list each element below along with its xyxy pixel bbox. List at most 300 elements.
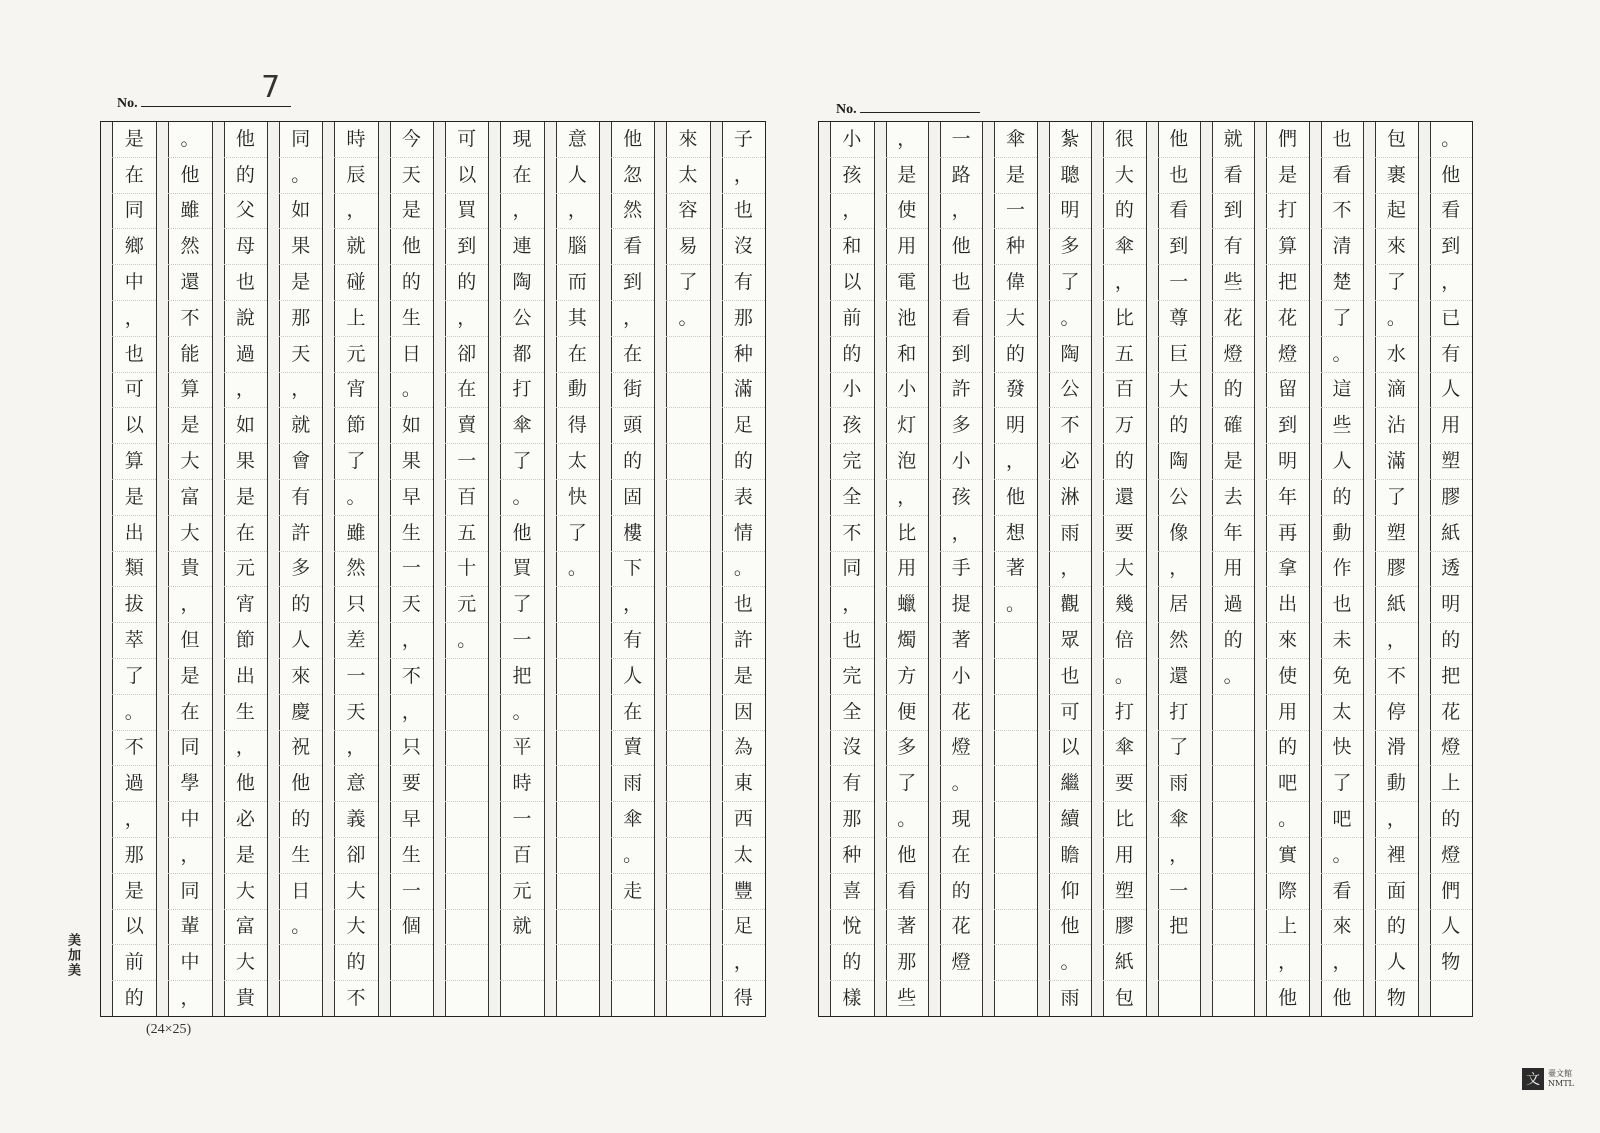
manuscript-cell: 的: [940, 874, 982, 910]
manuscript-cell: 花: [1212, 301, 1254, 337]
manuscript-cell: 淋: [1049, 480, 1091, 516]
manuscript-cell: 差: [334, 623, 377, 659]
manuscript-column: [544, 122, 599, 1016]
manuscript-cell: 公: [1158, 480, 1200, 516]
manuscript-cell: 了: [334, 444, 377, 480]
manuscript-cell: 的: [1103, 444, 1145, 480]
manuscript-cell: 滴: [1375, 373, 1417, 409]
manuscript-cell: 他: [168, 158, 211, 194]
manuscript-cell: 作: [1321, 552, 1363, 588]
manuscript-cell: 使: [886, 194, 928, 230]
manuscript-cell: [445, 910, 488, 946]
manuscript-cell: 。: [1321, 838, 1363, 874]
manuscript-cell: 動: [556, 373, 599, 409]
manuscript-cell: 前: [112, 945, 156, 981]
manuscript-cell: 在: [556, 337, 599, 373]
manuscript-cell: [666, 337, 709, 373]
manuscript-cell: 傘: [994, 122, 1036, 158]
manuscript-cell: 花: [940, 910, 982, 946]
manuscript-cell: [556, 910, 599, 946]
manuscript-cell: 多: [1049, 229, 1091, 265]
manuscript-cell: 如: [390, 408, 433, 444]
manuscript-cell: 。: [556, 552, 599, 588]
manuscript-cell: 。: [279, 910, 322, 946]
manuscript-cell: 了: [112, 659, 156, 695]
manuscript-cell: [666, 480, 709, 516]
manuscript-cell: 多: [886, 731, 928, 767]
manuscript-cell: [666, 731, 709, 767]
manuscript-cell: 必: [224, 802, 267, 838]
manuscript-cell: 看: [1212, 158, 1254, 194]
manuscript-cell: [445, 659, 488, 695]
manuscript-cell: [445, 945, 488, 981]
manuscript-cell: 宵: [334, 373, 377, 409]
manuscript-cell: 得: [556, 408, 599, 444]
manuscript-cell: 以: [830, 265, 873, 301]
manuscript-cell: 提: [940, 587, 982, 623]
manuscript-cell: 也: [940, 265, 982, 301]
manuscript-cell: 傘: [1158, 802, 1200, 838]
manuscript-cell: 留: [1266, 373, 1308, 409]
manuscript-cell: [390, 945, 433, 981]
manuscript-cell: 繼: [1049, 766, 1091, 802]
manuscript-cell: 起: [1375, 194, 1417, 230]
manuscript-cell: [1158, 981, 1200, 1016]
manuscript-cell: 學: [168, 766, 211, 802]
manuscript-cell: ，: [1158, 552, 1200, 588]
manuscript-cell: 燈: [1430, 838, 1472, 874]
manuscript-cell: 是: [112, 874, 156, 910]
manuscript-cell: 許: [722, 623, 765, 659]
manuscript-cell: [556, 766, 599, 802]
manuscript-cell: [556, 838, 599, 874]
manuscript-cell: 他: [1430, 158, 1472, 194]
manuscript-cell: 同: [830, 552, 873, 588]
manuscript-cell: ，: [168, 587, 211, 623]
manuscript-cell: 。: [1321, 337, 1363, 373]
manuscript-cell: 沒: [830, 731, 873, 767]
manuscript-cell: 碰: [334, 265, 377, 301]
manuscript-cell: 五: [445, 516, 488, 552]
manuscript-cell: 上: [1266, 910, 1308, 946]
column-text: [886, 122, 928, 1016]
manuscript-cell: 也: [1158, 158, 1200, 194]
manuscript-cell: 完: [830, 444, 873, 480]
manuscript-cell: 用: [1430, 408, 1472, 444]
manuscript-cell: 是: [886, 158, 928, 194]
column-text: [1049, 122, 1091, 1016]
manuscript-column: [1309, 122, 1363, 1016]
grid-size-note: (24×25): [146, 1022, 192, 1037]
manuscript-cell: [994, 910, 1036, 946]
manuscript-cell: 雨: [611, 766, 654, 802]
manuscript-cell: 的: [390, 265, 433, 301]
manuscript-cell: 大: [1103, 158, 1145, 194]
manuscript-cell: 看: [1321, 874, 1363, 910]
column-text: [1375, 122, 1417, 1016]
column-text: [224, 122, 267, 1016]
manuscript-cell: 全: [830, 695, 873, 731]
manuscript-cell: 免: [1321, 659, 1363, 695]
manuscript-cell: [994, 766, 1036, 802]
manuscript-cell: 只: [334, 587, 377, 623]
manuscript-cell: 輩: [168, 910, 211, 946]
manuscript-column: [101, 122, 156, 1016]
manuscript-cell: 生: [390, 516, 433, 552]
manuscript-cell: 膠: [1375, 552, 1417, 588]
manuscript-cell: 物: [1430, 945, 1472, 981]
manuscript-cell: 把: [1158, 910, 1200, 946]
manuscript-cell: 小: [886, 373, 928, 409]
manuscript-cell: 出: [112, 516, 156, 552]
manuscript-cell: 蠟: [886, 587, 928, 623]
manuscript-cell: 意: [556, 122, 599, 158]
manuscript-cell: 完: [830, 659, 873, 695]
manuscript-column: [599, 122, 654, 1016]
manuscript-cell: [994, 695, 1036, 731]
manuscript-cell: 續: [1049, 802, 1091, 838]
manuscript-column: [1254, 122, 1308, 1016]
manuscript-cell: 人: [1321, 444, 1363, 480]
manuscript-cell: 大: [334, 910, 377, 946]
manuscript-cell: 一: [390, 552, 433, 588]
manuscript-cell: 雖: [168, 194, 211, 230]
manuscript-cell: [500, 945, 543, 981]
manuscript-cell: 太: [556, 444, 599, 480]
manuscript-cell: 拿: [1266, 552, 1308, 588]
manuscript-cell: ，: [940, 516, 982, 552]
manuscript-cell: 像: [1158, 516, 1200, 552]
manuscript-cell: 腦: [556, 229, 599, 265]
manuscript-cell: 也: [722, 587, 765, 623]
archive-seal: [1522, 1064, 1580, 1094]
manuscript-cell: 池: [886, 301, 928, 337]
manuscript-cell: [1212, 766, 1254, 802]
manuscript-cell: 他: [1049, 910, 1091, 946]
manuscript-cell: 一: [334, 659, 377, 695]
manuscript-cell: 現: [500, 122, 543, 158]
manuscript-cell: 確: [1212, 408, 1254, 444]
manuscript-cell: ，: [611, 587, 654, 623]
manuscript-cell: 。: [168, 122, 211, 158]
manuscript-cell: ，: [334, 194, 377, 230]
manuscript-cell: [556, 659, 599, 695]
column-text: [1212, 122, 1254, 1016]
manuscript-cell: 太: [1321, 695, 1363, 731]
manuscript-cell: 也: [722, 194, 765, 230]
manuscript-cell: 水: [1375, 337, 1417, 373]
manuscript-cell: [994, 874, 1036, 910]
manuscript-cell: 雖: [334, 516, 377, 552]
manuscript-cell: 塑: [1103, 874, 1145, 910]
manuscript-cell: 了: [1375, 265, 1417, 301]
manuscript-cell: [611, 910, 654, 946]
manuscript-cell: 是: [112, 122, 156, 158]
manuscript-cell: 雨: [1049, 516, 1091, 552]
manuscript-cell: 灯: [886, 408, 928, 444]
manuscript-cell: 必: [1049, 444, 1091, 480]
manuscript-cell: 在: [224, 516, 267, 552]
manuscript-cell: 未: [1321, 623, 1363, 659]
manuscript-cell: 是: [390, 194, 433, 230]
manuscript-cell: 小: [940, 444, 982, 480]
manuscript-column: [1146, 122, 1200, 1016]
manuscript-cell: ，: [722, 945, 765, 981]
manuscript-cell: 。: [1212, 659, 1254, 695]
manuscript-cell: 祝: [279, 731, 322, 767]
manuscript-cell: 這: [1321, 373, 1363, 409]
manuscript-cell: 。: [940, 766, 982, 802]
manuscript-cell: 滿: [722, 373, 765, 409]
manuscript-cell: 紮: [1049, 122, 1091, 158]
manuscript-cell: 節: [334, 408, 377, 444]
manuscript-cell: 大: [224, 874, 267, 910]
manuscript-cell: 他: [279, 766, 322, 802]
manuscript-cell: 不: [830, 516, 873, 552]
manuscript-cell: 為: [722, 731, 765, 767]
manuscript-cell: 快: [556, 480, 599, 516]
manuscript-column: [928, 122, 982, 1016]
manuscript-cell: [556, 802, 599, 838]
manuscript-cell: 有: [1212, 229, 1254, 265]
manuscript-cell: 會: [279, 444, 322, 480]
manuscript-cell: 觀: [1049, 587, 1091, 623]
manuscript-cell: 富: [224, 910, 267, 946]
manuscript-cell: 雨: [1158, 766, 1200, 802]
manuscript-cell: [666, 766, 709, 802]
manuscript-cell: 喜: [830, 874, 873, 910]
manuscript-cell: ，: [1321, 945, 1363, 981]
manuscript-cell: 种: [994, 229, 1036, 265]
manuscript-cell: 鄉: [112, 229, 156, 265]
column-text: [940, 122, 982, 1016]
manuscript-cell: ，: [390, 695, 433, 731]
column-text: [390, 122, 433, 1016]
manuscript-cell: 了: [500, 587, 543, 623]
manuscript-cell: 。: [666, 301, 709, 337]
manuscript-cell: 果: [224, 444, 267, 480]
manuscript-cell: 來: [279, 659, 322, 695]
manuscript-column: [710, 122, 765, 1016]
manuscript-cell: 如: [279, 194, 322, 230]
manuscript-cell: ，: [180, 987, 200, 1010]
manuscript-cell: [556, 623, 599, 659]
manuscript-cell: 連: [500, 229, 543, 265]
manuscript-cell: 固: [611, 480, 654, 516]
manuscript-cell: 然: [611, 194, 654, 230]
manuscript-cell: [666, 623, 709, 659]
manuscript-cell: 打: [1103, 695, 1145, 731]
manuscript-cell: 的: [1212, 373, 1254, 409]
manuscript-cell: 泡: [886, 444, 928, 480]
manuscript-cell: 就: [334, 229, 377, 265]
manuscript-cell: [666, 695, 709, 731]
manuscript-cell: ，: [722, 158, 765, 194]
manuscript-cell: ，: [224, 731, 267, 767]
manuscript-cell: 際: [1266, 874, 1308, 910]
manuscript-cell: 中: [112, 265, 156, 301]
manuscript-cell: 到: [1158, 229, 1200, 265]
manuscript-cell: 算: [112, 444, 156, 480]
manuscript-cell: ，: [1430, 265, 1472, 301]
manuscript-cell: 卻: [334, 838, 377, 874]
manuscript-cell: 上: [334, 301, 377, 337]
manuscript-cell: 著: [994, 552, 1036, 588]
manuscript-cell: 大: [994, 301, 1036, 337]
manuscript-cell: 在: [445, 373, 488, 409]
manuscript-cell: 在: [168, 695, 211, 731]
manuscript-cell: 小: [940, 659, 982, 695]
manuscript-cell: [994, 802, 1036, 838]
manuscript-cell: ，: [112, 301, 156, 337]
manuscript-cell: [445, 874, 488, 910]
manuscript-cell: [1212, 838, 1254, 874]
manuscript-cell: [611, 945, 654, 981]
manuscript-cell: 紙: [1103, 945, 1145, 981]
manuscript-cell: 要: [1103, 516, 1145, 552]
manuscript-cell: [1158, 945, 1200, 981]
manuscript-cell: 他: [611, 122, 654, 158]
manuscript-cell: 的: [124, 987, 144, 1010]
manuscript-cell: 了: [1375, 480, 1417, 516]
manuscript-cell: 是: [112, 480, 156, 516]
manuscript-cell: 仰: [1049, 874, 1091, 910]
manuscript-cell: ，: [224, 373, 267, 409]
manuscript-cell: 用: [1103, 838, 1145, 874]
manuscript-cell: 能: [168, 337, 211, 373]
manuscript-cell: 的: [722, 444, 765, 480]
manuscript-column: [982, 122, 1036, 1016]
manuscript-column: [1363, 122, 1417, 1016]
manuscript-cell: [556, 695, 599, 731]
manuscript-cell: 天: [390, 587, 433, 623]
manuscript-cell: 用: [1266, 695, 1308, 731]
manuscript-cell: 以: [1049, 731, 1091, 767]
manuscript-cell: 燈: [1430, 731, 1472, 767]
manuscript-cell: 來: [1375, 229, 1417, 265]
paper-brand-logo: 美加美: [65, 933, 80, 978]
manuscript-cell: 易: [666, 229, 709, 265]
manuscript-cell: [666, 516, 709, 552]
manuscript-cell: [279, 945, 322, 981]
manuscript-cell: ，: [168, 838, 211, 874]
manuscript-cell: [994, 623, 1036, 659]
manuscript-cell: 足: [722, 910, 765, 946]
manuscript-cell: 們: [1430, 874, 1472, 910]
manuscript-cell: [279, 981, 322, 1016]
manuscript-cell: 十: [445, 552, 488, 588]
manuscript-cell: 比: [886, 516, 928, 552]
manuscript-cell: [445, 695, 488, 731]
manuscript-cell: [666, 408, 709, 444]
manuscript-cell: 了: [886, 766, 928, 802]
manuscript-cell: 比: [1103, 802, 1145, 838]
manuscript-cell: 如: [224, 408, 267, 444]
manuscript-cell: [666, 587, 709, 623]
manuscript-cell: 一: [500, 802, 543, 838]
manuscript-cell: 居: [1158, 587, 1200, 623]
manuscript-cell: [666, 373, 709, 409]
manuscript-cell: 父: [224, 194, 267, 230]
manuscript-cell: 元: [500, 874, 543, 910]
manuscript-cell: 要: [390, 766, 433, 802]
manuscript-cell: 小: [830, 373, 873, 409]
manuscript-cell: 元: [334, 337, 377, 373]
manuscript-cell: 天: [279, 337, 322, 373]
manuscript-column: [267, 122, 322, 1016]
manuscript-cell: 到: [940, 337, 982, 373]
manuscript-cell: 手: [940, 552, 982, 588]
manuscript-cell: 傘: [1103, 731, 1145, 767]
manuscript-cell: [556, 731, 599, 767]
column-text: [445, 122, 488, 1016]
manuscript-cell: 表: [722, 480, 765, 516]
manuscript-cell: 母: [224, 229, 267, 265]
manuscript-cell: 也: [1321, 122, 1363, 158]
manuscript-cell: 的: [445, 265, 488, 301]
manuscript-cell: 不: [390, 659, 433, 695]
column-text: [611, 122, 654, 1016]
manuscript-cell: 拔: [112, 587, 156, 623]
manuscript-column: [378, 122, 433, 1016]
manuscript-cell: 。: [994, 587, 1036, 623]
manuscript-cell: 情: [722, 516, 765, 552]
manuscript-cell: 有: [611, 623, 654, 659]
manuscript-cell: 子: [722, 122, 765, 158]
manuscript-cell: 尊: [1158, 301, 1200, 337]
manuscript-cell: 陶: [500, 265, 543, 301]
manuscript-cell: 不: [112, 731, 156, 767]
manuscript-cell: [500, 981, 543, 1016]
manuscript-cell: ，: [830, 587, 873, 623]
manuscript-cell: [666, 659, 709, 695]
manuscript-cell: 幾: [1103, 587, 1145, 623]
manuscript-cell: 到: [611, 265, 654, 301]
manuscript-cell: 那: [886, 945, 928, 981]
manuscript-cell: 全: [830, 480, 873, 516]
manuscript-cell: 樣: [842, 987, 862, 1010]
manuscript-cell: 意: [334, 766, 377, 802]
manuscript-cell: 是: [168, 659, 211, 695]
manuscript-cell: 貴: [235, 987, 255, 1010]
manuscript-cell: 燈: [940, 945, 982, 981]
manuscript-cell: 頭: [611, 408, 654, 444]
manuscript-cell: 然: [1158, 623, 1200, 659]
manuscript-cell: ，: [830, 194, 873, 230]
manuscript-cell: [1212, 981, 1254, 1016]
manuscript-cell: 是: [279, 265, 322, 301]
manuscript-cell: 打: [1158, 695, 1200, 731]
manuscript-cell: 在: [611, 695, 654, 731]
manuscript-cell: 因: [722, 695, 765, 731]
manuscript-cell: 就: [1212, 122, 1254, 158]
page-number-label: No.: [117, 96, 138, 111]
manuscript-cell: 很: [1103, 122, 1145, 158]
manuscript-cell: 的: [1321, 480, 1363, 516]
manuscript-cell: 打: [500, 373, 543, 409]
manuscript-cell: 清: [1321, 229, 1363, 265]
manuscript-cell: 那: [830, 802, 873, 838]
manuscript-cell: 還: [1158, 659, 1200, 695]
manuscript-cell: 想: [994, 516, 1036, 552]
manuscript-cell: 到: [445, 229, 488, 265]
manuscript-cell: 天: [334, 695, 377, 731]
manuscript-cell: 聰: [1049, 158, 1091, 194]
manuscript-cell: 不: [168, 301, 211, 337]
manuscript-cell: [1430, 981, 1472, 1016]
manuscript-cell: 用: [886, 229, 928, 265]
manuscript-cell: 出: [1266, 587, 1308, 623]
